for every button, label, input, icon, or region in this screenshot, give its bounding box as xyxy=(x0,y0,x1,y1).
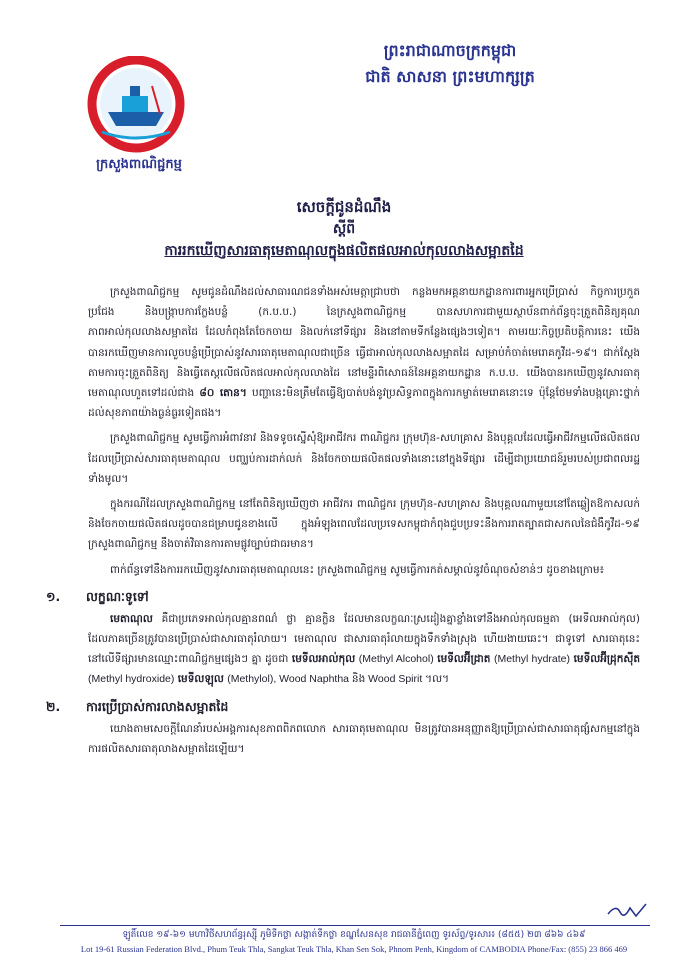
section-2-heading xyxy=(46,695,640,719)
trade-name-4-latin: (Methylol) xyxy=(227,673,274,686)
section-2-paragraph: យោងតាមសេចក្តីណែនាំរបស់អង្គការសុខភាពពិភពលោក សារធាតុមេតាណុល មិនត្រូវបានអនុញ្ញាតឱ្យប្រើប្រាស់ជាសារធាតុផ្សំសកម្មនៅក្នុងការផលិតសារធាតុលាងសម្អាតដៃឡើយ។ xyxy=(88,722,640,755)
paragraph-3: ក្នុងករណីដែលក្រសួងពាណិជ្ជកម្ម នៅតែពិនិត្យឃើញថា អាជីវករ ពាណិជ្ជករ ក្រុមហ៊ុន-សហគ្រាស និងបុគ្គលណាមួយនៅតែឆ្លៀតឱកាសលក់ និងចែកចាយផលិតផលដូចបានជម្រាបជូនខាងលើ ក្នុងអំឡុងពេលដែលប្រទេសកម្ពុជាកំពុងជួបប្រទះនឹងការរាតត្បាតជាសកលនៃជំងឺកូវីដ-១៩ ក្រសួងពាណិជ្ជកម្ម នឹងចាត់វិធានការតាមផ្លូវច្បាប់ជាធរមាន។ xyxy=(88,498,640,551)
title-line-1: សេចក្តីជូនដំណឹង xyxy=(296,198,392,216)
paragraph-4: ពាក់ព័ន្ធទៅនឹងការរកឃើញនូវសារធាតុមេតាណុលនេះ ក្រសួងពាណិជ្ជកម្ម សូមធ្វើការកត់សម្គាល់នូវចំណុចសំខាន់ៗ ដូចខាងក្រោម៖ xyxy=(110,563,605,576)
paragraph-1 xyxy=(88,282,640,423)
document-title xyxy=(0,196,688,262)
ministry-emblem-icon xyxy=(86,56,186,154)
trade-names-tail: , Wood Naphtha និង Wood Spirit ។ល។ xyxy=(273,673,450,686)
kingdom-line: ព្រះរាជាណាចក្រកម្ពុជា xyxy=(383,41,517,60)
title-line-2: ស្តីពី xyxy=(332,221,356,237)
section-1-title: លក្ខណៈទូទៅ xyxy=(86,588,149,604)
trade-name-1: មេទីលអាល់កុល xyxy=(291,653,356,666)
trade-name-3: មេទីលអ៊ីដ្រុកស៊ីត xyxy=(573,653,641,666)
trade-name-2-latin: (Methyl hydrate) xyxy=(493,653,571,666)
section-2-title: ការប្រើប្រាស់ការលាងសម្អាតដៃ xyxy=(86,698,229,714)
trade-name-1-latin: (Methyl Alcohol) xyxy=(358,653,434,666)
footer-khmer-address: ឡូតិ៍លេខ ១៩-៦១ មហាវិថីសហព័ន្ធរុស្ស៊ី ភូមិទឹកថ្លា សង្កាត់ទឹកថ្លា ខណ្ឌសែនសុខ រាជធានីភ្នំពេញ ទូរស័ព្ទ/ទូរសារ៖ (៨៥៥) ២៣ ៨៦៦ ៤៦៩ xyxy=(122,930,586,940)
section-1-number: ១. xyxy=(46,588,61,604)
footer xyxy=(40,928,668,956)
signature-icon xyxy=(606,900,648,922)
trade-name-4: មេទីលឡុល xyxy=(177,673,224,686)
kingdom-header xyxy=(290,38,610,90)
paragraph-2: ក្រសួងពាណិជ្ជកម្ម សូមធ្វើការអំពាវនាវ និងទទូចស្នើសុំឱ្យអាជីវករ ពាណិជ្ជករ ក្រុមហ៊ុន-សហគ្រាស និងបុគ្គលដែលធ្វើអាជីវកម្មលើផលិតផលដែលប្រើប្រាស់សារធាតុមេតាណុល បញ្ឈប់ការដាក់លក់ និងចែកចាយផលិតផលទាំងនោះនៅក្នុងទីផ្សារ ដើម្បីជាប្រយោជន៍រួមរបស់ប្រជាពលរដ្ឋទាំងមូល។ xyxy=(88,432,640,485)
trade-name-2: មេទីលអ៊ីដ្រាត xyxy=(437,653,491,666)
footer-english-address: Lot 19-61 Russian Federation Blvd., Phum Teuk Thla, Sangkat Teuk Thla, Khan Sen Sok, Phnom Penh, Kingdom of CAMBODIA Phone/Fax: (855) 23 866 469 xyxy=(80,944,628,954)
paragraph-1-text: ក្រសួងពាណិជ្ជកម្ម សូមជូនដំណឹងដល់សាធារណជនទាំងអស់មេត្តាជ្រាបថា កន្លងមកអគ្គនាយកដ្ឋានការពារអ្នកប្រើប្រាស់ កិច្ចការប្រកួតប្រជែង និងបង្រ្កាបការក្លែងបន្លំ (ក.ប.ប.) នៃក្រសួងពាណិជ្ជកម្ម បានសហការជាមួយស្ថាប័នពាក់ព័ន្ធចុះត្រួតពិនិត្យគុណភាពអាល់កុលលាងសម្អាតដៃ ដែលកំពុងតែចែកចាយ និងលក់នៅទីផ្សារ និងនៅតាមទីកន្លែងផ្សេងៗទៀត។ តាមរយៈកិច្ចប្រតិបត្តិការនេះ យើងបានរកឃើញមានការលួចបន្លំប្រើប្រាស់នូវសារធាតុមេតាណុលជាច្រើន ធ្វើជាអាល់កុលលាងសម្អាតដៃ សម្រាប់កំចាត់មេរោគកូវីដ-១៩។ ជាក់ស្តែងតាមការចុះត្រួតពិនិត្យ និងធ្វើតេស្តលើផលិតផលអាល់កុលលាងដៃ នៅមន្ទីរពិសោធន៍នៃអគ្គនាយកដ្ឋាន ក.ប.ប. យើងបានរកឃើញនូវសារធាតុមេតាណុលហួតទៅដល់ជាង xyxy=(88,286,640,400)
section-1-heading xyxy=(46,585,640,609)
document-body xyxy=(46,282,641,764)
title-line-3: ការរកឃើញសារធាតុមេតាណុលក្នុងផលិតផលអាល់កុលលាងសម្អាតដៃ xyxy=(164,243,524,259)
section-1-term: មេតាណុល xyxy=(110,612,153,625)
motto-line: ជាតិ សាសនា ព្រះមហាក្សត្រ xyxy=(365,67,535,86)
section-1-text: គឺជាប្រភេទអាល់កុលគ្មានពណ៌ ថ្លា គ្មានក្លិន ដែលមានលក្ខណៈស្រដៀងគ្នាខ្លាំងទៅនឹងអាល់កុលធម្មតា (អេទីលអាល់កុល) ដែលភាគច្រើនត្រូវបានប្រើប្រាស់ជាសារធាតុរំលាយ។ មេតាណុល ជាសារធាតុរំលាយក្នុងទឹកទាំងស្រុង ហើយងាយឆេះ។ ជាទូទៅ សារធាតុនេះនៅលើទីផ្សារមានឈ្មោះពាណិជ្ជកម្មផ្សេងៗ គ្នា ដូចជា xyxy=(88,612,640,666)
footer-divider xyxy=(60,925,650,926)
ministry-name: ក្រសួងពាណិជ្ជកម្ម xyxy=(96,157,182,172)
paragraph-1-emphasis: ៨០ តោន។ xyxy=(199,387,247,400)
section-1-paragraph xyxy=(88,609,640,690)
section-2-number: ២. xyxy=(46,698,61,714)
trade-name-3-latin: (Methyl hydroxide) xyxy=(88,673,175,686)
paragraph-1-text-end: បញ្ហានេះមិនត្រឹមតែធ្វើឱ្យបាត់បង់នូវប្រសិទ្ធភាពក្នុងការកម្ចាត់មេរោគនោះទេ ប៉ុន្តែថែមទាំងបង្កគ្រោះថ្នាក់ដល់សុខភាពយ៉ាងធ្ងន់ធ្ងរទៀតផង។ xyxy=(88,387,640,420)
